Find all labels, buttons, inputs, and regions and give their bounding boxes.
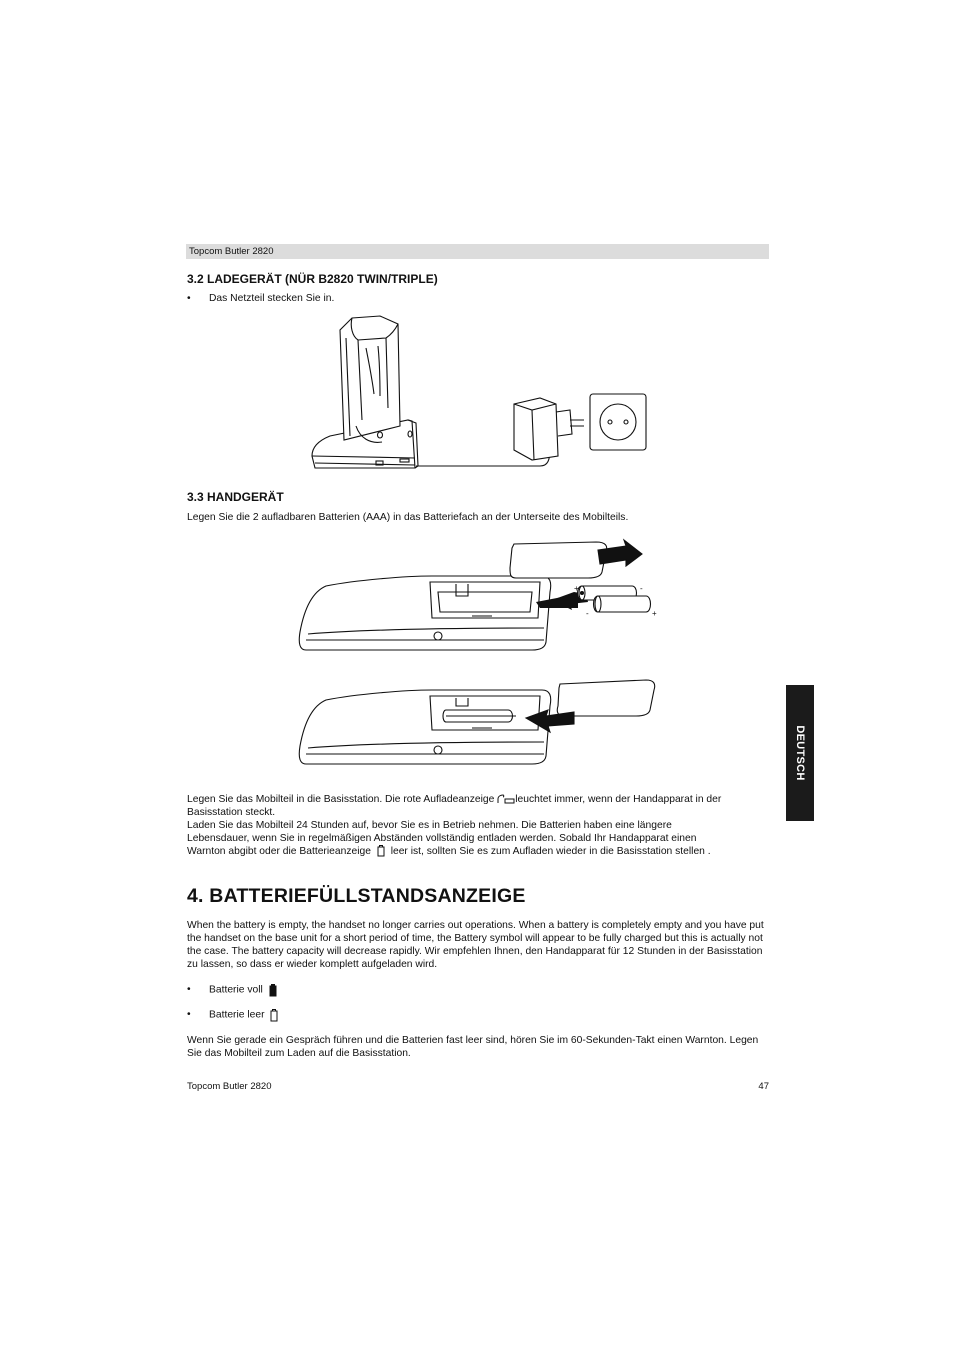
charger-illustration: [300, 308, 660, 478]
handset-para1-b: leuchtet immer, wenn der Handapparat in der: [515, 794, 722, 805]
charger-bullet-text: Das Netzteil stecken Sie in.: [209, 293, 335, 304]
section-heading-handset: 3.3 HANDGERÄT: [187, 490, 284, 504]
section-heading-charger: 3.2 LADEGERÄT (NÜR B2820 TWIN/TRIPLE): [187, 272, 438, 286]
battery-empty-icon: [267, 1008, 281, 1022]
battery-minus-sign: -: [640, 584, 643, 593]
battery-plus-sign: +: [574, 584, 579, 593]
battery-level-intro: When the battery is empty, the handset no longer carries out operations. When a battery is completely empty and you have put the handset on the base unit for a short period of time, the Battery symbol will appear to be fully charged but this is actually not the case. The battery capacity will decrease rapidly. Wir empfehlen Ihnen, den Handapparat für 12 Stunden in der Basisstation zu lassen, so dass er wieder komplett aufgeladen wird.: [187, 920, 764, 970]
handset-para1-line2: Basisstation steckt.: [187, 807, 276, 818]
handset-para2-line3b: leer ist, sollten Sie es zum Aufladen wieder in die Basisstation stellen .: [390, 846, 711, 857]
handset-para2-line2: Lebensdauer, wenn Sie in regelmäßigen Abständen vollständig entladen werden. Sobald Ihr Handapparat einen: [187, 833, 697, 844]
battery-minus-sign: -: [586, 609, 589, 618]
page-header: [186, 244, 769, 259]
handset-para1: [187, 793, 769, 819]
battery-full-icon: [266, 983, 280, 997]
handset-para1-a: Legen Sie das Mobilteil in die Basisstation. Die rote Aufladeanzeige: [187, 794, 495, 805]
battery-plus-sign: +: [652, 609, 657, 618]
cover-close-illustration: [296, 676, 666, 776]
language-side-tab: [786, 685, 814, 821]
battery-level-outro: Wenn Sie gerade ein Gespräch führen und die Batterien fast leer sind, hören Sie im 60-Sekunden-Takt einen Warnton. Legen Sie das Mobilteil zum Laden auf die Basisstation.: [187, 1035, 759, 1059]
handset-para2-line3a: Warnton abgibt oder die Batterieanzeige: [187, 846, 371, 857]
bullet-dot: •: [187, 984, 191, 995]
battery-full-label: Batterie voll: [209, 984, 263, 996]
battery-full-item: [209, 983, 280, 997]
handset-para2: [187, 819, 769, 858]
bullet-dot: •: [187, 293, 191, 304]
battery-empty-icon: [374, 845, 388, 857]
header-title: Topcom Butler 2820: [189, 246, 274, 257]
side-tab-label: DEUTSCH: [794, 725, 806, 781]
handset-para2-line1: Laden Sie das Mobilteil 24 Stunden auf, bevor Sie es in Betrieb nehmen. Die Batterien haben eine längere: [187, 820, 672, 831]
battery-empty-item: [209, 1008, 281, 1022]
handset-intro: Legen Sie die 2 aufladbaren Batterien (AAA) in das Batteriefach an der Unterseite des Mobilteils.: [187, 512, 629, 523]
section-heading-battery-level: 4. BATTERIEFÜLLSTANDSANZEIGE: [187, 885, 526, 907]
battery-empty-label: Batterie leer: [209, 1009, 265, 1021]
page-number: 47: [758, 1081, 769, 1092]
footer-title: Topcom Butler 2820: [187, 1081, 272, 1092]
bullet-dot: •: [187, 1009, 191, 1020]
battery-insert-illustration: [296, 536, 666, 656]
charging-indicator-icon: [497, 794, 515, 804]
